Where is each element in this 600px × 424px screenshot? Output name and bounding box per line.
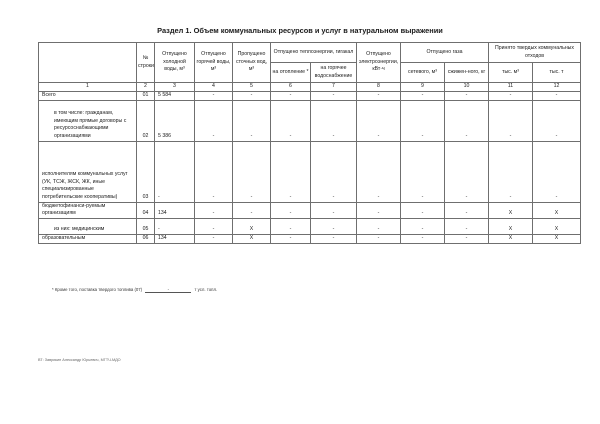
cell-value: -	[195, 91, 233, 100]
header-electricity: Отпущено электроэнергии, кВт·ч	[357, 43, 401, 83]
cell-value: 5 386	[155, 100, 195, 141]
table-row	[39, 100, 581, 141]
cell-value: -	[489, 141, 533, 202]
row-code: 03	[137, 141, 155, 202]
cell-value: -	[155, 141, 195, 202]
cell-value: -	[445, 141, 489, 202]
cell-value: -	[357, 91, 401, 100]
cell-value: -	[195, 100, 233, 141]
cell-value: -	[445, 218, 489, 234]
table-row	[39, 91, 581, 100]
cell-value: -	[357, 218, 401, 234]
column-number: 11	[489, 83, 533, 92]
row-code: 06	[137, 234, 155, 243]
header-waste-group: Принято твердых коммунальных отходов	[489, 43, 581, 63]
cell-value: -	[401, 91, 445, 100]
cell-value: -	[155, 218, 195, 234]
column-number-row	[39, 83, 581, 92]
cell-value: X	[533, 218, 581, 234]
footnote-unit: т усл. топл.	[194, 287, 218, 292]
header-heat-group: Отпущено теплоэнергии, гигакал	[271, 43, 357, 63]
header-row-number: № строки	[137, 43, 155, 83]
column-number: 7	[311, 83, 357, 92]
cell-value: X	[533, 234, 581, 243]
cell-value: -	[195, 141, 233, 202]
row-label: Всего	[39, 91, 137, 100]
cell-value: -	[445, 91, 489, 100]
column-number: 1	[39, 83, 137, 92]
footnote-text: * Кроме того, поставка твердого топлива (07)	[52, 287, 143, 292]
column-number: 6	[271, 83, 311, 92]
cell-value: -	[445, 100, 489, 141]
row-code: 01	[137, 91, 155, 100]
footnote	[52, 287, 217, 293]
footnote-value: -	[145, 287, 191, 293]
cell-value: -	[311, 91, 357, 100]
cell-value: -	[357, 202, 401, 218]
header-sewage: Пропущено сточных вод, м³	[233, 43, 271, 83]
header-liquefied-gas: сжижен-ного, кг	[445, 63, 489, 83]
cell-value: -	[401, 141, 445, 202]
column-number: 4	[195, 83, 233, 92]
table-row	[39, 218, 581, 234]
cell-value: -	[233, 91, 271, 100]
header-waste-mass: тыс. т	[533, 63, 581, 83]
cell-value: -	[489, 100, 533, 141]
cell-value: -	[401, 234, 445, 243]
row-label: бюджетофинанси-руемым организациям	[39, 202, 137, 218]
cell-value: -	[357, 100, 401, 141]
resources-table	[38, 42, 581, 244]
cell-value: 5 584	[155, 91, 195, 100]
cell-value: X	[489, 202, 533, 218]
column-number: 3	[155, 83, 195, 92]
column-number: 12	[533, 83, 581, 92]
cell-value: -	[311, 141, 357, 202]
cell-value: -	[271, 234, 311, 243]
cell-value: X	[489, 234, 533, 243]
cell-value: X	[233, 234, 271, 243]
header-waste-volume: тыс. м³	[489, 63, 533, 83]
cell-value: -	[357, 234, 401, 243]
cell-value: -	[271, 202, 311, 218]
cell-value: -	[445, 234, 489, 243]
cell-value: 134	[155, 202, 195, 218]
signature-line: ВТ: Заврикин Александр Юрьевич, МГТЧ-МДО	[38, 358, 121, 362]
cell-value: -	[489, 91, 533, 100]
cell-value: -	[533, 91, 581, 100]
column-number: 10	[445, 83, 489, 92]
cell-value: -	[311, 234, 357, 243]
cell-value: -	[445, 202, 489, 218]
cell-value: X	[533, 202, 581, 218]
table-row	[39, 202, 581, 218]
header-network-gas: сетевого, м³	[401, 63, 445, 83]
column-number: 8	[357, 83, 401, 92]
row-code: 02	[137, 100, 155, 141]
cell-value: -	[233, 100, 271, 141]
column-number: 5	[233, 83, 271, 92]
cell-value: -	[311, 218, 357, 234]
cell-value: -	[533, 141, 581, 202]
row-label: из них: медицинским	[39, 218, 137, 234]
row-code: 05	[137, 218, 155, 234]
cell-value: -	[311, 100, 357, 141]
row-code: 04	[137, 202, 155, 218]
row-label: в том числе: гражданам, имеющим прямые договоры с ресурсоснабжающими организациями	[39, 100, 137, 141]
cell-value: -	[233, 202, 271, 218]
page-title: Раздел 1. Объем коммунальных ресурсов и услуг в натуральном выражении	[157, 26, 443, 35]
header-hot-water: Отпущено горячей воды, м³	[195, 43, 233, 83]
cell-value: -	[195, 218, 233, 234]
cell-value: -	[401, 202, 445, 218]
cell-value: -	[271, 91, 311, 100]
cell-value: -	[271, 141, 311, 202]
row-label: образовательным	[39, 234, 137, 243]
row-label: исполнителям коммунальных услуг (УК, ТСЖ, ЖСК, ЖК, иные специализированные потребительские кооперативы)	[39, 141, 137, 202]
cell-value: -	[195, 202, 233, 218]
header-gas-group: Отпущено газа	[401, 43, 489, 63]
table-row	[39, 234, 581, 243]
header-blank	[39, 43, 137, 83]
cell-value: X	[489, 218, 533, 234]
cell-value: -	[311, 202, 357, 218]
cell-value: -	[195, 234, 233, 243]
cell-value: -	[271, 218, 311, 234]
header-hot-water-supply: на горячее водоснабжение	[311, 63, 357, 83]
table-row	[39, 141, 581, 202]
header-cold-water: Отпущено холодной воды, м³	[155, 43, 195, 83]
cell-value: -	[533, 100, 581, 141]
cell-value: -	[271, 100, 311, 141]
header-heating: на отопление *	[271, 63, 311, 83]
column-number: 9	[401, 83, 445, 92]
cell-value: 134	[155, 234, 195, 243]
cell-value: -	[401, 218, 445, 234]
cell-value: -	[401, 100, 445, 141]
cell-value: X	[233, 218, 271, 234]
cell-value: -	[233, 141, 271, 202]
column-number: 2	[137, 83, 155, 92]
cell-value: -	[357, 141, 401, 202]
